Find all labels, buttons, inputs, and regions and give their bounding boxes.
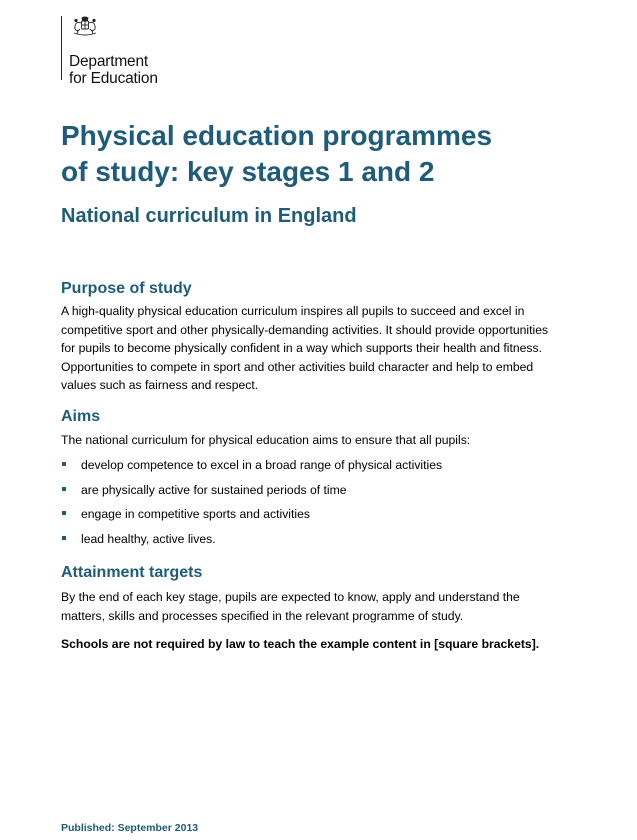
purpose-heading: Purpose of study	[61, 280, 192, 297]
attainment-line: By the end of each key stage, pupils are expected to know, apply and understand the	[61, 590, 520, 604]
aims-heading: Aims	[61, 408, 101, 425]
attainment-line: matters, skills and processes specified in the relevant programme of study.	[61, 608, 464, 623]
purpose-line: values such as fairness and respect.	[61, 378, 259, 393]
attainment-heading: Attainment targets	[61, 564, 203, 581]
list-item-text: engage in competitive sports and activities	[81, 507, 310, 521]
list-item	[61, 505, 442, 530]
published-date: Published: September 2013	[61, 822, 199, 834]
title-line-1: Physical education programmes	[61, 120, 493, 151]
purpose-line: A high-quality physical education curriculum inspires all pupils to succeed and excel in	[61, 304, 525, 318]
page-title	[61, 118, 581, 190]
bullet-square-icon	[62, 511, 66, 515]
logo-text	[69, 53, 158, 87]
bullet-square-icon	[62, 462, 66, 466]
list-item	[61, 530, 442, 555]
purpose-line: competitive sport and other physically-demanding activities. It should provide opportunities	[61, 322, 549, 337]
logo-line-2: for Education	[69, 70, 158, 87]
list-item-text: are physically active for sustained periods of time	[81, 482, 347, 497]
dfe-logo	[61, 16, 158, 87]
list-item	[61, 481, 442, 506]
list-item-text: lead healthy, active lives.	[81, 531, 216, 546]
title-line-2: of study: key stages 1 and 2	[61, 156, 435, 187]
royal-crest-icon	[70, 16, 100, 38]
bullet-square-icon	[62, 487, 66, 491]
purpose-line: Opportunities to compete in sport and other activities build character and help to embed	[61, 359, 534, 374]
attainment-paragraph	[61, 588, 581, 625]
list-item-text: develop competence to excel in a broad range of physical activities	[81, 458, 443, 472]
list-item	[61, 456, 442, 481]
logo-line-1: Department	[69, 53, 148, 70]
aims-intro: The national curriculum for physical education aims to ensure that all pupils:	[61, 433, 471, 447]
purpose-line: for pupils to become physically confident in a way which supports their health and fitness.	[61, 341, 542, 356]
square-brackets-note: Schools are not required by law to teach the example content in [square brackets].	[61, 637, 540, 651]
purpose-paragraph	[61, 302, 581, 395]
bullet-square-icon	[62, 536, 66, 540]
page-subtitle: National curriculum in England	[61, 205, 357, 227]
aims-list	[61, 456, 442, 554]
